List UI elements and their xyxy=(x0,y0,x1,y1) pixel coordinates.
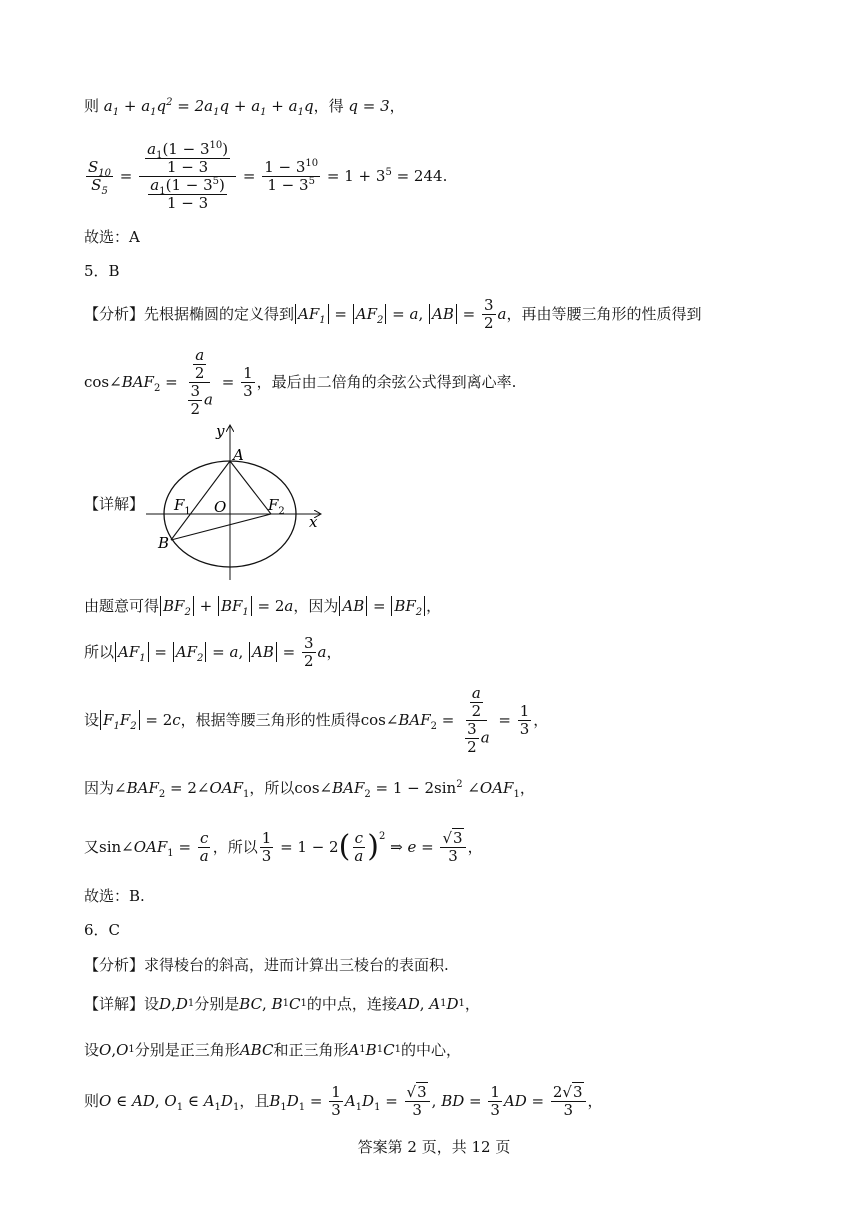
text: ，因为 xyxy=(293,597,339,615)
label-F2: $F_2$ xyxy=(268,496,285,517)
solution-line-7: 设 O , O 1 分别是正三角形 ABC 和正三角形 A 1 B 1 C 1 的中心， xyxy=(84,1041,461,1059)
text: ，得 xyxy=(313,97,344,115)
text: 又 xyxy=(84,838,100,856)
text: ， xyxy=(467,838,483,856)
answer-choice: 故选：A xyxy=(84,228,140,246)
solution-line-6: 【详解】 设 D , D 1 分别是 BC , B 1 C 1 的中点，连接 AD , A 1 D 1 ， xyxy=(84,995,480,1013)
text: 由题意可得 xyxy=(84,597,160,615)
fraction: $\frac{S_{10}}{S_5}$ xyxy=(88,157,112,197)
compound-fraction: $\frac{\frac{a_1(1 - 3^{10})}{1 - 3}}{\frac{a_1(1 - 3^5)}{1 - 3}}$ xyxy=(139,141,236,212)
text: 先根据椭圆的定义得到 xyxy=(144,305,295,323)
text: ，根据等腰三角形的性质得 xyxy=(180,711,361,729)
label-A: A xyxy=(233,446,244,464)
page-footer: 答案第 2 页，共 12 页 xyxy=(357,1138,511,1156)
solution-line-8: 则 O ∈ AD, $O_1$ ∈ $A_1D_1$ ，且 $B_1D_1$ = $\frac{1}{3}$ $A_1D_1$ = $\frac{√3}{3}$ , BD = $\frac{1}{3}$ AD = $\frac{2√3}{3}$ ， xyxy=(84,1082,603,1119)
text: 的中心， xyxy=(400,1041,461,1059)
text: 的中点，连接 xyxy=(306,995,397,1013)
solution-line-1: 由题意可得 $BF_2$ + $BF_1$ = 2a ，因为 AB = $BF_2$ ， xyxy=(84,597,442,618)
text: ， xyxy=(519,779,535,797)
label-x: x xyxy=(309,513,318,531)
ellipse-figure xyxy=(140,420,340,585)
segment-BF2 xyxy=(171,514,271,540)
text: 设 xyxy=(144,995,160,1013)
text: 因为 xyxy=(84,779,115,797)
text: 设 xyxy=(84,711,100,729)
section-label: 【详解】 xyxy=(84,995,145,1013)
solution-line-5: 又 $\sin\angle OAF_1$ = $\frac{c}{a}$ ，所以 $\frac{1}{3}$ = 1 − 2 ( $\frac{c}{a}$ ) $^2$ ⇒ e = $\frac{√3}{3}$ ， xyxy=(84,828,483,865)
section-label: 【分析】 xyxy=(84,956,145,974)
label-B: B xyxy=(158,534,170,552)
text: 分别是 xyxy=(194,995,240,1013)
text: ， xyxy=(326,643,342,661)
text: ， xyxy=(426,597,442,615)
label-y: y xyxy=(216,422,225,440)
label-O: O xyxy=(214,498,227,516)
text: 分别是正三角形 xyxy=(134,1041,240,1059)
cosine-line: $\cos\angle BAF_2$ = $\frac{a}{2}$ $\frac{3}{2}$ a = $\frac{1}{3}$ ，最后由二倍角的余弦公式得到离心率. xyxy=(84,345,517,418)
text: ，再由等腰三角形的性质得到 xyxy=(506,305,702,323)
question-number: 5．B xyxy=(84,262,120,280)
text: ， xyxy=(533,711,549,729)
text: 求得棱台的斜高，进而计算出三棱台的表面积. xyxy=(144,956,449,974)
text: ，最后由二倍角的余弦公式得到离心率. xyxy=(256,373,517,391)
analysis-line: 【分析】 先根据椭圆的定义得到 $AF_1$ = $AF_2$ = a, AB = $\frac{3}{2}$ a ，再由等腰三角形的性质得到 xyxy=(84,295,702,332)
solution-line-2: 所以 $AF_1$ = $AF_2$ = a, AB = $\frac{3}{2}$ a ， xyxy=(84,633,342,670)
text: ，且 xyxy=(239,1092,270,1110)
text: 和正三角形 xyxy=(273,1041,349,1059)
text: 则 xyxy=(84,1092,100,1110)
text: . xyxy=(442,167,448,185)
equation-sum-ratio: $\frac{S_{10}}{S_5}$ = $\frac{\frac{a_1(1 - 3^{10})}{1 - 3}}{\frac{a_1(1 - 3^5)}{1 - 3}}$ = $\frac{1 - 3^{10}}{1 - 3^5}$ = $1 + 3^5 = 244$ . xyxy=(88,139,448,212)
text: ，所以 xyxy=(249,779,295,797)
text: ，所以 xyxy=(212,838,258,856)
analysis-line xyxy=(84,955,449,975)
solution-line-4: 因为 $\angle BAF_2$ = $2\angle OAF_1$ ，所以 $\cos\angle BAF_2 = 1 - 2\sin^2$ $\angle OAF_1$ ， xyxy=(84,779,535,800)
section-label: 【详解】 xyxy=(84,495,145,513)
question-number: 6．C xyxy=(84,921,121,939)
label-F1: $F_1$ xyxy=(174,496,191,517)
text: ， xyxy=(464,995,480,1013)
text: 设 xyxy=(84,1041,100,1059)
equation-q xyxy=(84,96,405,116)
text: 则 xyxy=(84,97,100,115)
math: $a_1 + a_1q^2 = 2a_1q + a_1 + a_1q$ xyxy=(99,97,314,118)
math: q = 3 xyxy=(343,97,390,115)
text: 所以 xyxy=(84,643,115,661)
text: ， xyxy=(389,97,405,115)
text: ， xyxy=(587,1092,603,1110)
section-label: 【分析】 xyxy=(84,305,145,323)
solution-line-3: 设 $F_1F_2$ = 2c ，根据等腰三角形的性质得 $\cos\angle BAF_2$ = $\frac{a}{2}$ $\frac{3}{2}$ a = $\frac{1}{3}$ ， xyxy=(84,683,549,756)
answer-choice: 故选：B. xyxy=(84,887,145,905)
fraction: $\frac{1 - 3^{10}}{1 - 3^5}$ xyxy=(264,157,319,194)
